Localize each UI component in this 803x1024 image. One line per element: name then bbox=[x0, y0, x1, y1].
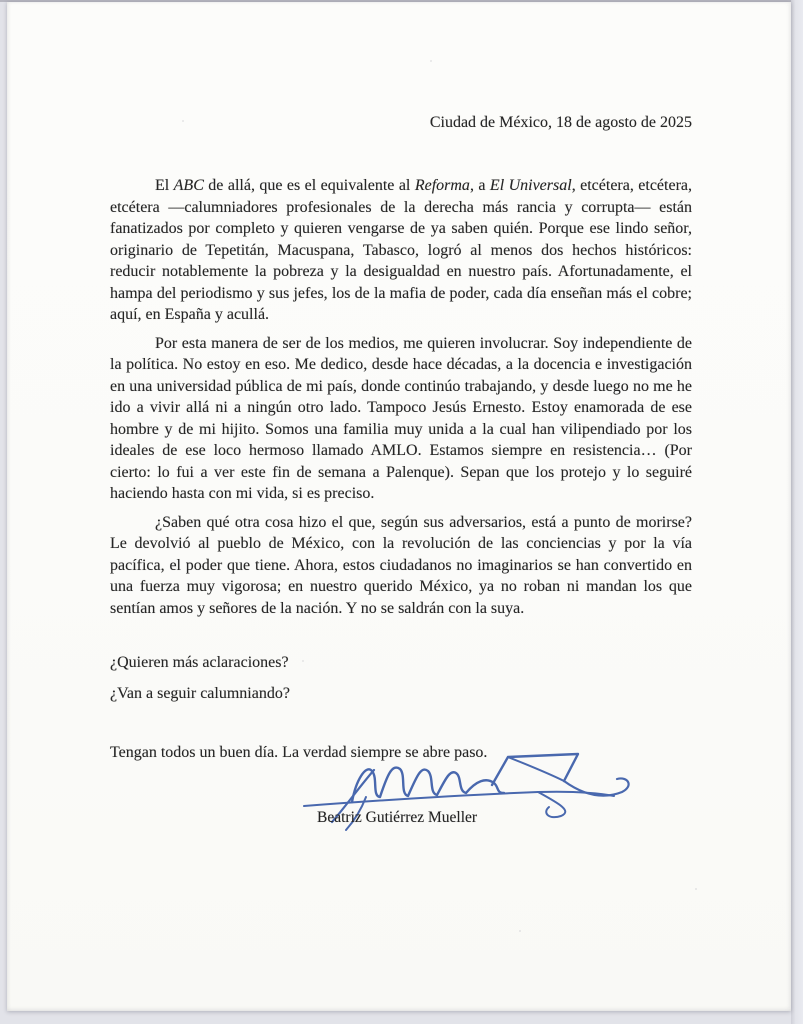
photo-right-edge bbox=[791, 0, 803, 1024]
scan-speck bbox=[302, 660, 304, 662]
scan-speck bbox=[182, 120, 184, 122]
closing-line: Tengan todos un buen día. La verdad siempre se abre paso. bbox=[110, 744, 488, 761]
paragraph-3: ¿Saben qué otra cosa hizo el que, según sus adversarios, está a punto de morirse? Le devolvió al pueblo de México, con la revolución de las conciencias y por la vía pacífica, el poder que tiene. Ahora, estos ciudadanos no imaginarios se han convertido en una fuerza muy vigorosa; en nuestro querido México, ya no roban ni mandan los que sentían amos y señores de la nación. Y no se saldrán con la suya. bbox=[110, 513, 692, 617]
paragraph-1: El ABC de allá, que es el equivalente al Reforma, a El Universal, etcétera, etcétera, etcétera —calumniadores profesionales de la derecha más rancia y corrupta— están fanatizados por completo y quieren vengarse de ya saben quién. Porque ese lindo señor, originario de Tepetitán, Macuspana, Tabasco, logró al menos dos hechos históricos: reducir notablemente la pobreza y la desigualdad en nuestro país. Afortunadamente, el hampa del periodismo y sus jefes, los de la mafia de poder, cada día enseñan más el cobre; aquí, en España y acullá. bbox=[110, 177, 693, 323]
signature-block bbox=[290, 752, 650, 840]
question-line-2: ¿Van a seguir calumniando? bbox=[110, 684, 290, 702]
question-line-1: ¿Quieren más aclaraciones? bbox=[110, 654, 289, 671]
paragraph-2: Por esta manera de ser de los medios, me quieren involucrar. Soy independiente de la política. No estoy en eso. Me dedico, desde hace décadas, a la docencia e investigación en una universidad pública de mi país, donde continúo trabajando, y desde luego no me he ido a vivir allá ni a ningún otro lado. Tampoco Jesús Ernesto. Estoy enamorada de ese hombre y de mi hijito. Somos una familia muy unida a la cual han vilipendiado por los ideales de ese loco hermoso llamado AMLO. Estamos siempre en resistencia… (Por cierto: lo fui a ver este fin de semana a Palenque). Sepan que los protejo y lo seguiré haciendo hasta con mi vida, si es preciso. bbox=[110, 334, 692, 502]
signature-name: Beatriz Gutiérrez Mueller bbox=[317, 809, 478, 826]
scan-speck bbox=[430, 60, 432, 62]
scan-speck bbox=[695, 888, 697, 890]
date-line: Ciudad de México, 18 de agosto de 2025 bbox=[429, 114, 692, 131]
letter-body bbox=[110, 2, 692, 764]
letter-page bbox=[7, 2, 791, 1011]
scan-speck bbox=[135, 692, 137, 694]
scan-speck bbox=[559, 545, 561, 547]
scan-speck bbox=[519, 930, 521, 932]
